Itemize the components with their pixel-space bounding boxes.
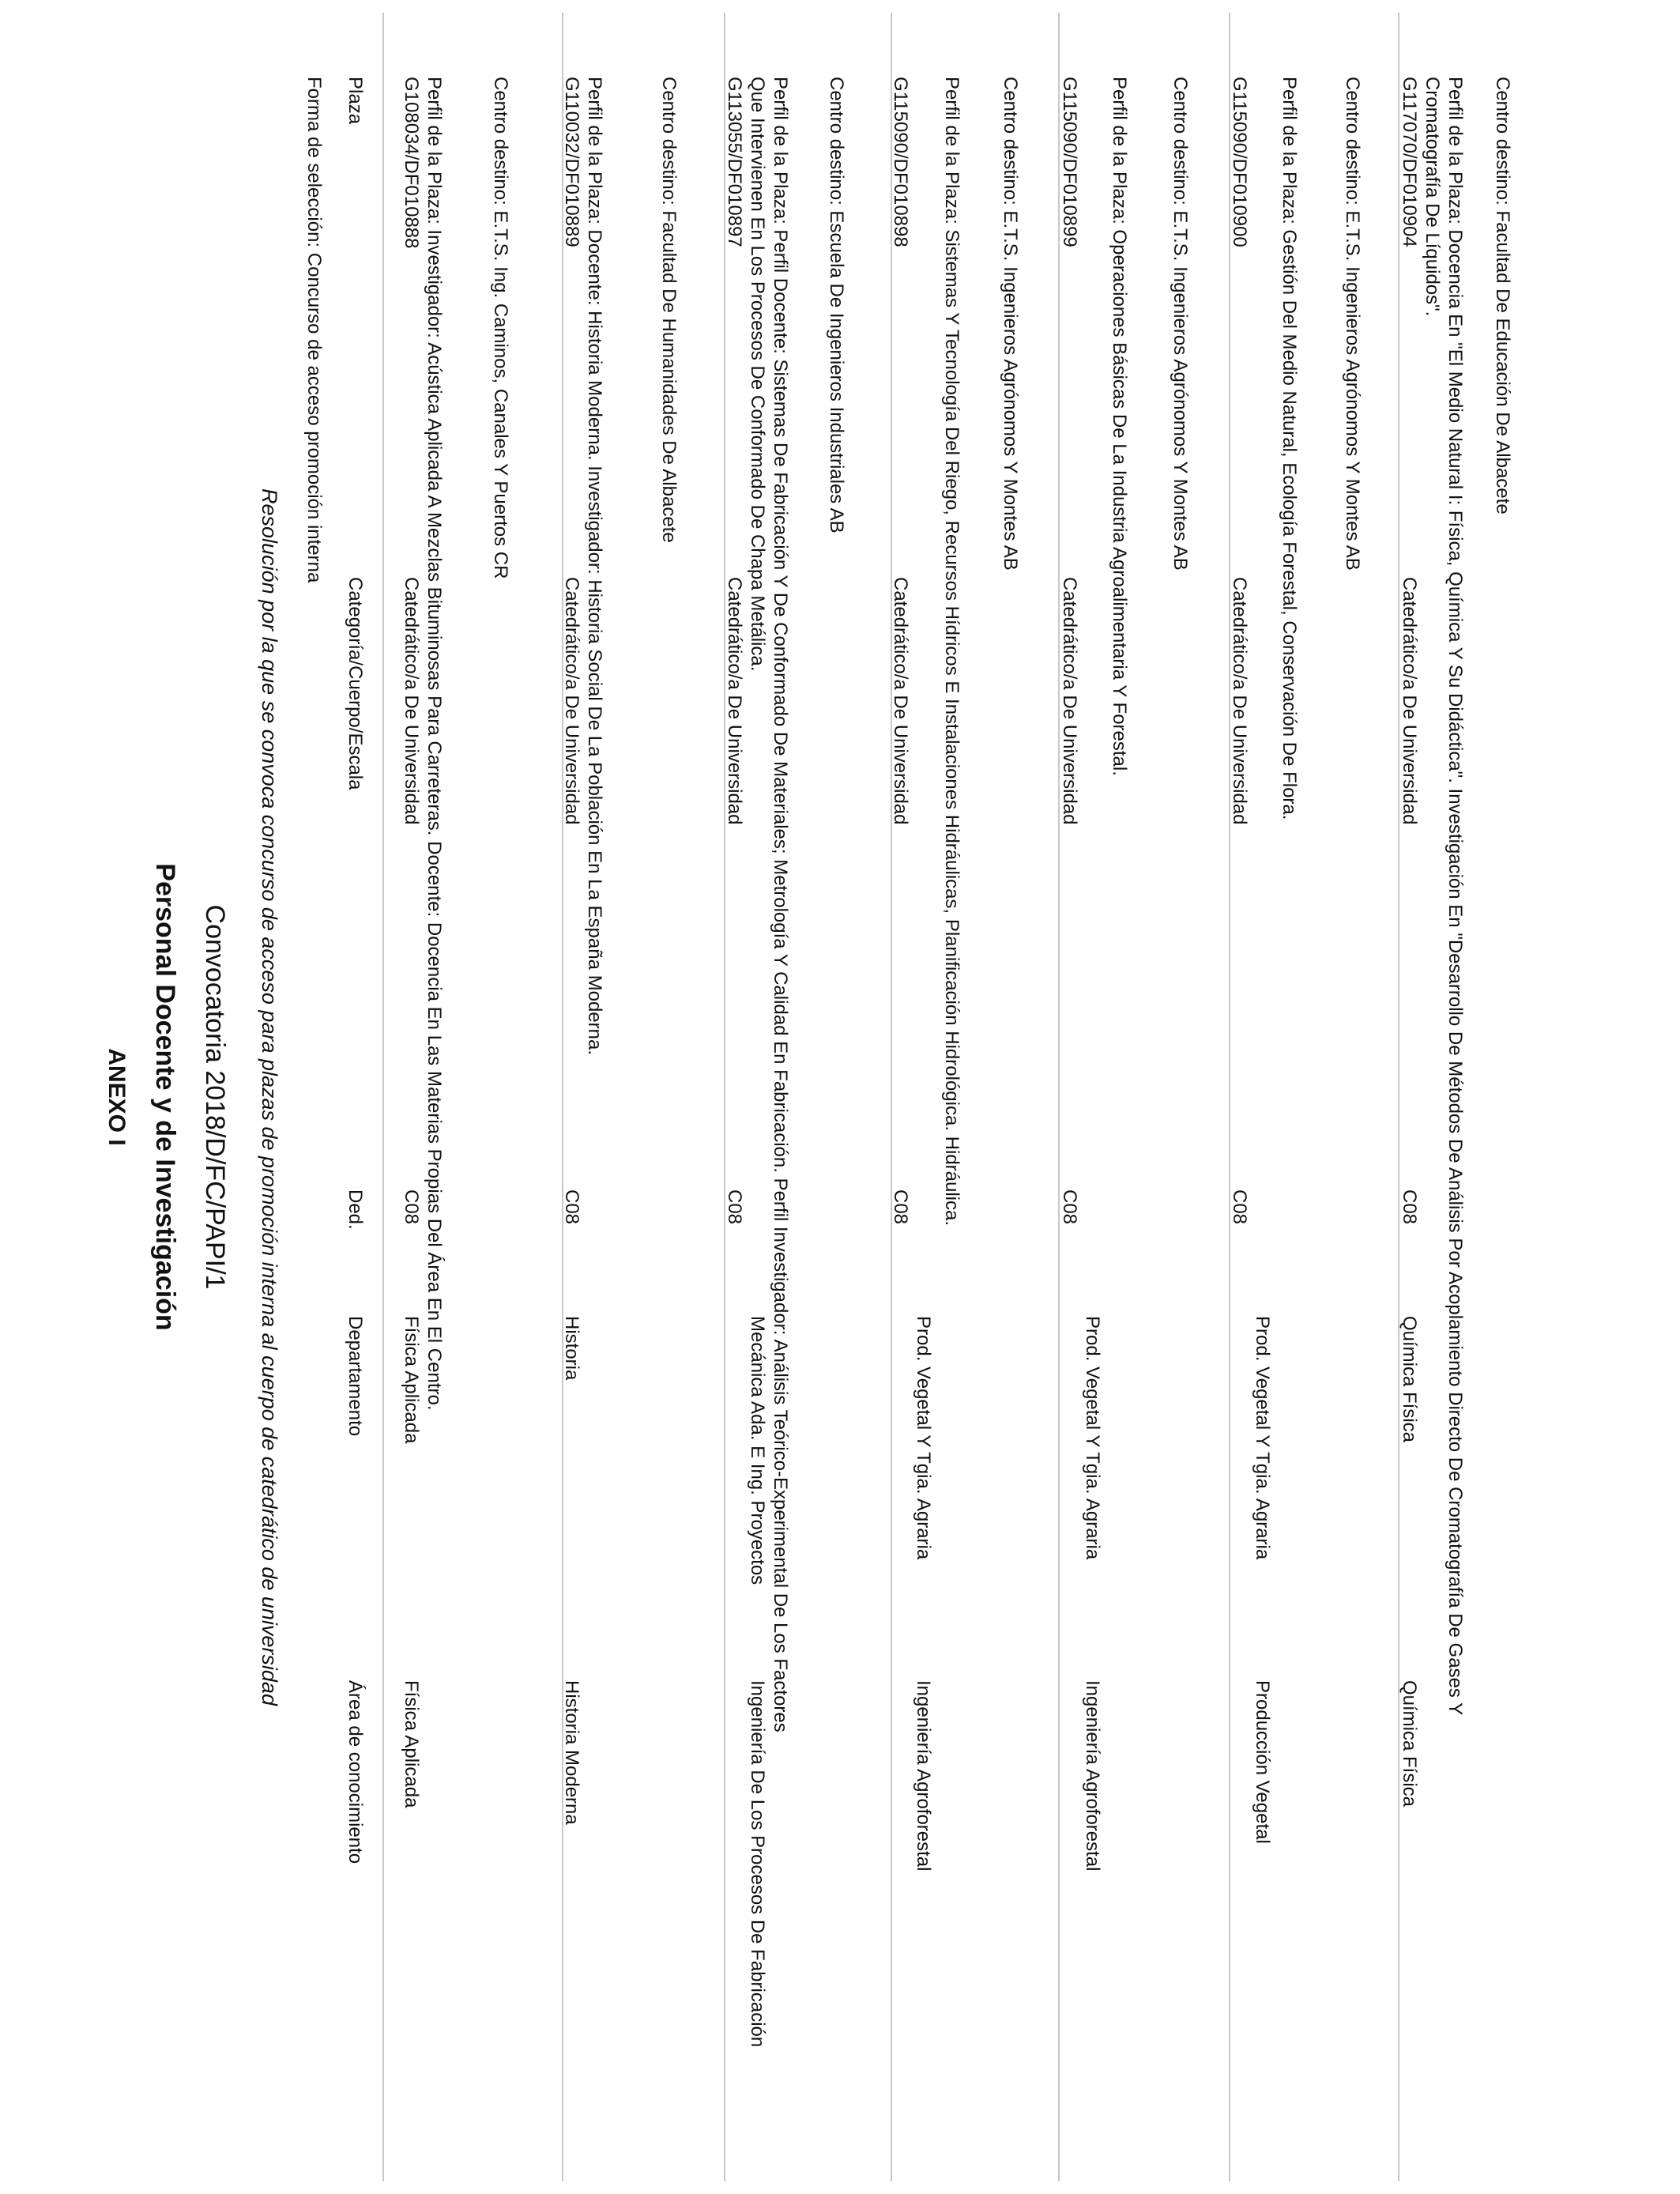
centro-destino: Centro destino: E.T.S. Ingenieros Agrónomos Y Montes AB [1170, 77, 1191, 571]
column-header-categoria: Categoría/Cuerpo/Escala [345, 577, 366, 790]
row-divider [382, 13, 384, 2181]
perfil-plaza: Perfil de la Plaza: Docente: Historia Moderna. Investigador: Historia Social De La Población En La España Moderna. [584, 77, 605, 1056]
centro-destino: Centro destino: E.T.S. Ingenieros Agrónomos Y Montes AB [1000, 77, 1021, 571]
dedicacion-cell: C08 [724, 1189, 745, 1225]
plaza-code: G113055/DF010897 [724, 77, 745, 247]
categoria-cell: Catedrático/a De Universidad [724, 577, 745, 825]
departamento-cell: Historia [561, 1316, 582, 1381]
area-cell: Ingeniería De Los Procesos De Fabricación [747, 1680, 768, 2048]
dedicacion-cell: C08 [1229, 1189, 1250, 1225]
categoria-cell: Catedrático/a De Universidad [401, 577, 422, 825]
centro-destino: Centro destino: E.T.S. Ingenieros Agrónomos Y Montes AB [1342, 77, 1363, 571]
categoria-cell: Catedrático/a De Universidad [890, 577, 911, 825]
departamento-cell: Mecánica Ada. E Ing. Proyectos [747, 1316, 768, 1585]
area-cell: Química Física [1399, 1680, 1420, 1808]
annex-title: ANEXO I [104, 1048, 130, 1146]
categoria-cell: Catedrático/a De Universidad [1059, 577, 1080, 825]
dedicacion-cell: C08 [401, 1189, 422, 1225]
departamento-cell: Física Aplicada [401, 1316, 422, 1444]
departamento-cell: Química Física [1399, 1316, 1420, 1443]
area-cell: Producción Vegetal [1252, 1680, 1273, 1844]
dedicacion-cell: C08 [890, 1189, 911, 1225]
area-cell: Ingeniería Agroforestal [1082, 1680, 1103, 1872]
centro-destino: Centro destino: Facultad De Humanidades De Albacete [658, 77, 680, 543]
perfil-plaza: Perfil de la Plaza: Sistemas Y Tecnología Del Riego, Recursos Hídricos E Instalaciones Hidráulicas, Planificación Hidrológica. Hidráulica. [941, 77, 962, 1227]
perfil-plaza: Perfil de la Plaza: Operaciones Básicas De La Industria Agroalimentaria Y Forestal. [1109, 77, 1130, 776]
plaza-code: G115090/DF010900 [1229, 77, 1250, 247]
departamento-cell: Prod. Vegetal Y Tgia. Agraria [913, 1316, 934, 1560]
area-cell: Física Aplicada [401, 1680, 422, 1808]
resolution-text: Resolución por la que se convoca concurso de acceso para plazas de promoción interna al cuerpo de catedrático de universidad [258, 488, 281, 1706]
perfil-plaza: Perfil de la Plaza: Investigador: Acústica Aplicada A Mezclas Bituminosas Para Carreteras. Docente: Docencia En Las Materias Propias Del Área En El Centro. [424, 77, 445, 1411]
column-header-plaza: Plaza [345, 77, 366, 125]
centro-destino: Centro destino: Escuela De Ingenieros Industriales AB [826, 77, 847, 533]
perfil-plaza: Perfil de la Plaza: Docencia En "El Medio Natural I: Física, Química Y Su Didáctica". Investigación En "Desarrollo De Métodos De Análisis Por Acoplamiento Directo De Cromatografía De Gases Y Cromatografía De Líquidos". [1422, 77, 1466, 1715]
categoria-cell: Catedrático/a De Universidad [1399, 577, 1420, 825]
dedicacion-cell: C08 [1059, 1189, 1080, 1225]
plaza-code: G108034/DF010888 [401, 77, 422, 249]
plaza-code: G115090/DF010899 [1059, 77, 1080, 247]
convocatoria-code: Convocatoria 2018/D/FC/PAPI/1 [200, 904, 230, 1290]
categoria-cell: Catedrático/a De Universidad [561, 577, 582, 825]
area-cell: Historia Moderna [561, 1680, 582, 1825]
area-cell: Ingeniería Agroforestal [913, 1680, 934, 1872]
centro-destino: Centro destino: E.T.S. Ing. Caminos, Canales Y Puertos CR [490, 77, 511, 579]
plaza-code: G115090/DF010898 [890, 77, 911, 247]
column-header-area: Área de conocimiento [345, 1680, 366, 1864]
perfil-plaza: Perfil de la Plaza: Perfil Docente: Sistemas De Fabricación Y De Conformado De Materiales; Metrología Y Calidad En Fabricación. Perfil Investigador: Análisis Teórico-Experimental De Los Factores Que Intervienen En Los Procesos De Conformado De Chapa Metálica. [747, 77, 791, 1732]
column-header-departamento: Departamento [345, 1316, 366, 1437]
centro-destino: Centro destino: Facultad De Educación De Albacete [1492, 77, 1513, 515]
categoria-cell: Catedrático/a De Universidad [1229, 577, 1250, 825]
plaza-code: G110032/DF010889 [561, 77, 582, 247]
departamento-cell: Prod. Vegetal Y Tgia. Agraria [1082, 1316, 1103, 1560]
departamento-cell: Prod. Vegetal Y Tgia. Agraria [1252, 1316, 1273, 1560]
column-header-ded: Ded. [345, 1189, 366, 1230]
selection-form: Forma de selección: Concurso de acceso promoción interna [303, 77, 325, 583]
document-title: Personal Docente y de Investigación [150, 863, 180, 1331]
dedicacion-cell: C08 [1399, 1189, 1420, 1225]
dedicacion-cell: C08 [561, 1189, 582, 1225]
perfil-plaza: Perfil de la Plaza: Gestión Del Medio Natural, Ecología Forestal, Conservación De Flora. [1279, 77, 1300, 820]
plaza-code: G117070/DF010904 [1399, 77, 1420, 247]
